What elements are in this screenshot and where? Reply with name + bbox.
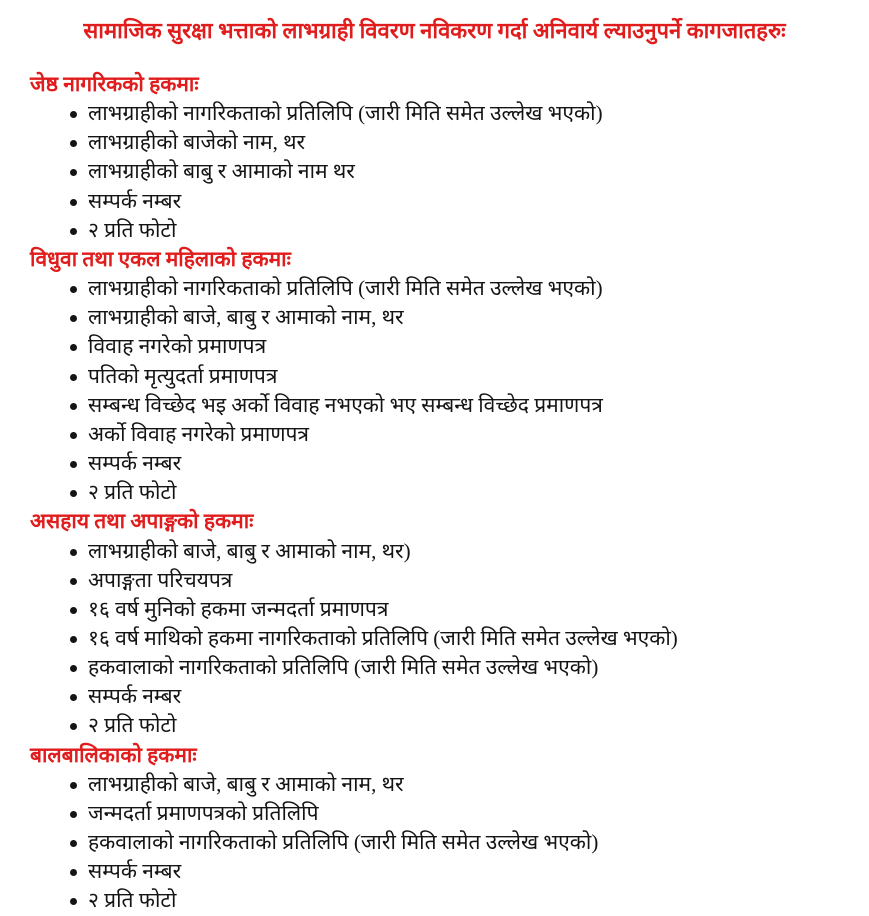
- list-item: अपाङ्गता परिचयपत्र: [30, 566, 849, 595]
- section-heading: विधुवा तथा एकल महिलाको हकमाः: [30, 246, 291, 271]
- list-item: १६ वर्ष माथिको हकमा नागरिकताको प्रतिलिपि (जारी मिति समेत उल्लेख भएको): [30, 624, 849, 653]
- list-item: सम्बन्ध विच्छेद भइ अर्को विवाह नभएको भए सम्बन्ध विच्छेद प्रमाणपत्र: [30, 391, 849, 420]
- section-heading: असहाय तथा अपाङ्गको हकमाः: [30, 509, 254, 534]
- list-item: लाभग्राहीको बाजे, बाबु र आमाको नाम, थर: [30, 770, 849, 799]
- section-item-list: [30, 537, 849, 741]
- list-item: लाभग्राहीको नागरिकताको प्रतिलिपि (जारी मिति समेत उल्लेख भएको): [30, 99, 849, 128]
- section-heading: जेष्ठ नागरिकको हकमाः: [30, 72, 199, 96]
- list-item: २ प्रति फोटो: [30, 216, 849, 245]
- section-senior-citizens: [30, 70, 849, 245]
- document-body: [30, 70, 849, 916]
- list-item: विवाह नगरेको प्रमाणपत्र: [30, 332, 849, 361]
- list-item: जन्मदर्ता प्रमाणपत्रको प्रतिलिपि: [30, 799, 849, 828]
- list-item: लाभग्राहीको बाबु र आमाको नाम थर: [30, 157, 849, 186]
- section-item-list: [30, 770, 849, 916]
- list-item: लाभग्राहीको बाजेको नाम, थर: [30, 128, 849, 157]
- list-item: १६ वर्ष मुनिको हकमा जन्मदर्ता प्रमाणपत्र: [30, 595, 849, 624]
- page-title: सामाजिक सुरक्षा भत्ताको लाभग्राही विवरण नविकरण गर्दा अनिवार्य ल्याउनुपर्ने कागजातहरुः: [83, 18, 786, 43]
- section-heading: बालबालिकाको हकमाः: [30, 742, 197, 767]
- list-item: सम्पर्क नम्बर: [30, 857, 849, 886]
- list-item: हकवालाको नागरिकताको प्रतिलिपि (जारी मिति समेत उल्लेख भएको): [30, 828, 849, 857]
- list-item: २ प्रति फोटो: [30, 886, 849, 915]
- section-children: [30, 741, 849, 916]
- list-item: अर्को विवाह नगरेको प्रमाणपत्र: [30, 420, 849, 449]
- list-item: लाभग्राहीको बाजे, बाबु र आमाको नाम, थर): [30, 537, 849, 566]
- list-item: पतिको मृत्युदर्ता प्रमाणपत्र: [30, 362, 849, 391]
- section-widow-single-women: [30, 245, 849, 507]
- list-item: २ प्रति फोटो: [30, 711, 849, 740]
- list-item: हकवालाको नागरिकताको प्रतिलिपि (जारी मिति समेत उल्लेख भएको): [30, 653, 849, 682]
- list-item: सम्पर्क नम्बर: [30, 682, 849, 711]
- section-helpless-disabled: [30, 507, 849, 740]
- list-item: सम्पर्क नम्बर: [30, 449, 849, 478]
- section-item-list: [30, 274, 849, 507]
- section-item-list: [30, 99, 849, 245]
- list-item: २ प्रति फोटो: [30, 478, 849, 507]
- list-item: सम्पर्क नम्बर: [30, 187, 849, 216]
- list-item: लाभग्राहीको नागरिकताको प्रतिलिपि (जारी मिति समेत उल्लेख भएको): [30, 274, 849, 303]
- list-item: लाभग्राहीको बाजे, बाबु र आमाको नाम, थर: [30, 303, 849, 332]
